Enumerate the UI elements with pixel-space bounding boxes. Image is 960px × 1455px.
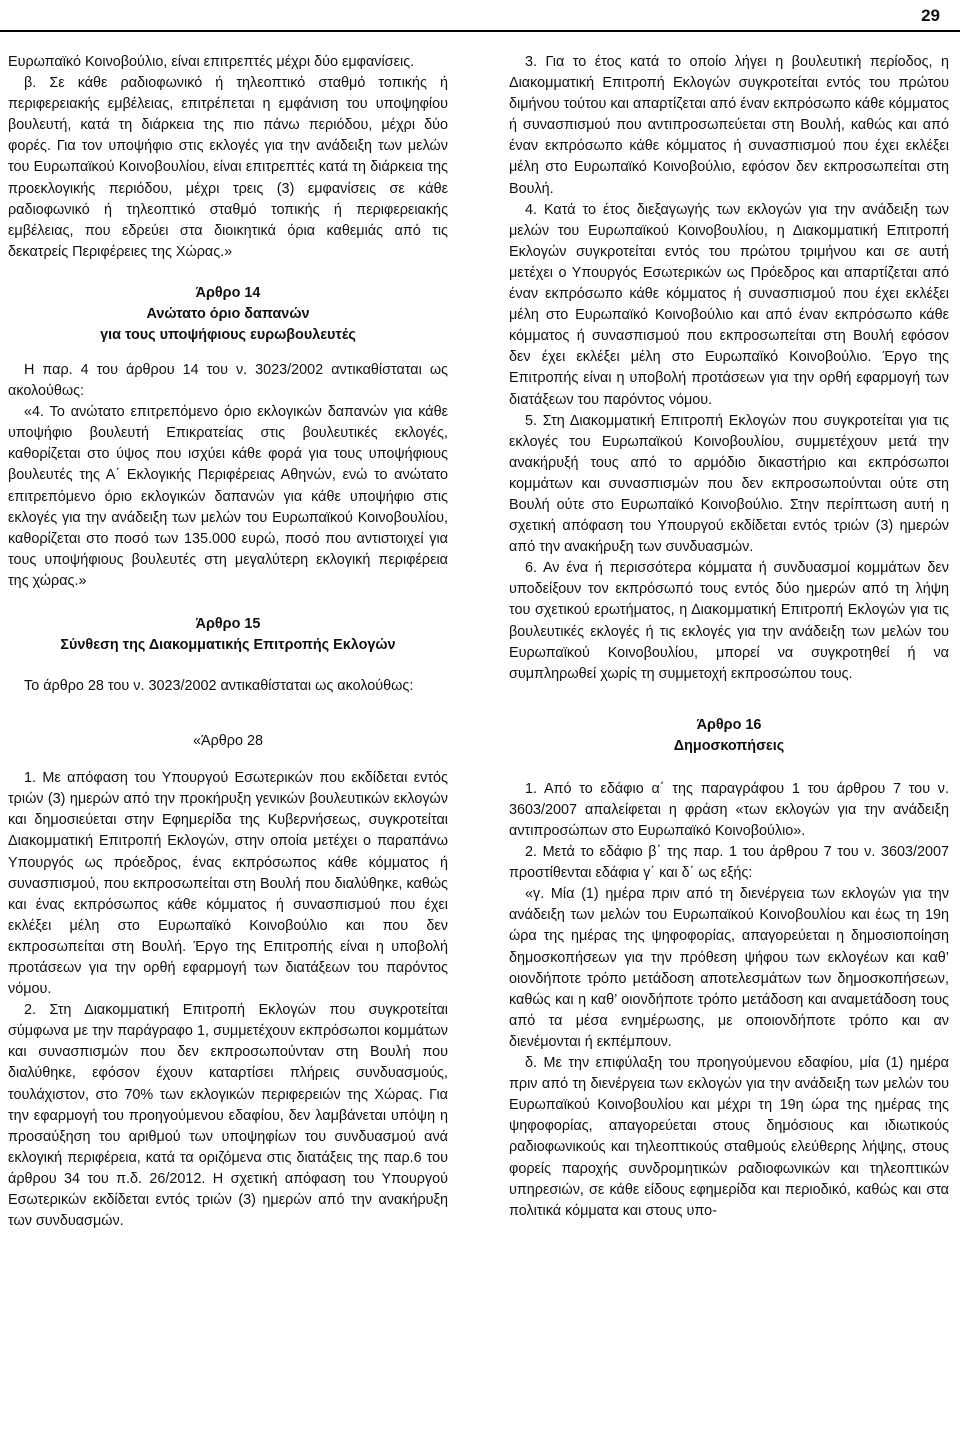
paragraph: β. Σε κάθε ραδιοφωνικό ή τηλεοπτικό σταθμό τοπικής ή περιφερειακής εμβέλειας, επιτρέπεται η εμφάνιση του υποψηφίου βουλευτή, κατά τη διάρκεια της πιο πάνω περιόδου, μέχρι δύο φορές. Για τον υποψήφιο στις εκλογές για την ανάδειξη των μελών του Ευρωπαϊκού Κοινοβουλίου, είναι επιτρεπτές κατά τη διάρκεια της προεκλογικής περιόδου, μέχρι τρεις (3) εμφανίσεις σε κάθε ραδιοφωνικό ή τηλεοπτικό σταθμό τοπικής ή περιφερειακής εμβέλειας, που εδρεύει στα διοικητικά όρια καθεμιάς από τις δεκατρείς Περιφέρειες της Χώρας.» xyxy=(8,75,448,260)
article-title: Ανώτατο όριο δαπανών xyxy=(146,305,310,322)
paragraph: «γ. Μία (1) ημέρα πριν από τη διενέργεια των εκλογών για την ανάδειξη των μελών του Ευρωπαϊκού Κοινοβουλίου και έως τη 19η ώρα της ημέρας της ψηφοφορίας, απαγορεύεται η δημοσιοποίηση δημοσκοπήσεων για την πρόθεση ψήφου των εκλογέων και καθ’ οιονδήποτε τρόπο μετάδοση αποτελεσμάτων των δημοσκοπήσεων, καθώς και η καθ’ οιονδήποτε τρόπο μετάδοση και αναμετάδοση τους από τα μέσα ενημέρωσης, με οποιονδήποτε τρόπο και αν διενέμονται ή εκπέμπουν. xyxy=(509,886,949,1050)
quoted-article-heading: «Άρθρο 28 xyxy=(193,733,263,750)
article-16-heading xyxy=(509,715,949,757)
paragraph: δ. Με την επιφύλαξη του προηγούμενου εδαφίου, μία (1) ημέρα πριν από τη διενέργεια των εκλογών για την ανάδειξη των μελών του Ευρωπαϊκού Κοινοβουλίου και μέχρι τη 19η ώρα της ημέρας της ψηφοφορίας, απαγορεύεται στους δημόσιους και ιδιωτικούς ραδιοφωνικούς και τηλεοπτικούς σταθμούς ελεύθερης λήψης, στους φορείς παροχής συνδρομητικών ραδιοφωνικών και τηλεοπτικών υπηρεσιών, σε κάθε είδους εφημερίδα και περιοδικό, καθώς και στα πολιτικά κόμματα και στους υπο- xyxy=(509,1055,949,1219)
paragraph: 2. Στη Διακομματική Επιτροπή Εκλογών που συγκροτείται σύμφωνα με την παράγραφο 1, συμμετέχουν εκπρόσωποι κομμάτων και συνασπισμών που δεν εκπροσωπούνταν στη Βουλή που διαλύθηκε, εφόσον έχουν καταρτίσει πλήρεις συνδυασμούς, τουλάχιστον, στο 70% των εκλογικών περιφερειών της Χώρας. Για την εφαρμογή του προηγούμενου εδαφίου, δεν λαμβάνεται υπόψη η προσαύξηση του αριθμού των υποψηφίων του συνδυασμού ανά εκλογική περιφέρεια, κατά τα οριζόμενα στις διατάξεις της παρ.6 του άρθρου 34 του π.δ. 26/2012. Η σχετική απόφαση του Υπουργού Εσωτερικών εκδίδεται εντός τριών (3) ημερών από την ανακήρυξη των συνδυασμών. xyxy=(8,1002,448,1230)
left-column xyxy=(8,52,448,1232)
article-number: Άρθρο 14 xyxy=(195,284,261,301)
paragraph: Η παρ. 4 του άρθρου 14 του ν. 3023/2002 αντικαθίσταται ως ακολούθως: xyxy=(8,361,448,400)
paragraph: 5. Στη Διακομματική Επιτροπή Εκλογών που συγκροτείται για τις εκλογές του Ευρωπαϊκού Κοινοβουλίου, συμμετέχουν μετά την ανακήρυξή τους από το αρμόδιο δικαστήριο και εκπρόσωποι κομμάτων και συνασπισμών που δεν εκπροσωπούνται ούτε στη Βουλή ούτε στο Ευρωπαϊκό Κοινοβούλιο. Στην περίπτωση αυτή η σχετική απόφαση του Υπουργού εκδίδεται εντός τριών (3) ημερών από την ανακήρυξη των συνδυασμών. xyxy=(509,412,949,556)
article-title: Σύνθεση της Διακομματικής Επιτροπής Εκλογών xyxy=(60,636,396,653)
article-number: Άρθρο 16 xyxy=(696,716,762,733)
paragraph: 1. Από το εδάφιο α΄ της παραγράφου 1 του άρθρου 7 του ν. 3603/2007 απαλείφεται η φράση «των εκλογών για την ανάδειξη αντιπροσώπων στο Ευρωπαϊκό Κοινοβούλιο». xyxy=(509,780,949,839)
paragraph: 3. Για το έτος κατά το οποίο λήγει η βουλευτική περίοδος, η Διακομματική Επιτροπή Εκλογών συγκροτείται εντός του πρώτου διμήνου τούτου και απαρτίζεται από έναν εκπρόσωπο κάθε κόμματος ή συνασπισμού που αντιπροσωπεύεται στη Βουλή, καθώς και από έναν εκπρόσωπο κάθε κόμματος ή συνασπισμού που έχει εκλέξει μέλη στο Ευρωπαϊκό Κοινοβούλιο, εφόσον δεν εκπροσωπείται στη Βουλή. xyxy=(509,54,949,197)
paragraph: Ευρωπαϊκό Κοινοβούλιο, είναι επιτρεπτές μέχρι δύο εμφανίσεις. xyxy=(8,54,415,70)
paragraph: 1. Με απόφαση του Υπουργού Εσωτερικών που εκδίδεται εντός τριών (3) ημερών από την προκήρυξη γενικών βουλευτικών εκλογών και δημοσιεύεται στην Εφημερίδα της Κυβερνήσεως, συγκροτείται Διακομματική Επιτροπή Εκλογών, στην οποία μετέχει ο παραπάνω Υπουργός ως πρόεδρος, ένας εκπρόσωπος κάθε κόμματος ή συνασπισμού, που εκπροσωπείται στη Βουλή που διαλύθηκε, καθώς και ένας εκπρόσωπος κάθε κόμματος ή συνασπισμού που έχει εκλέξει μέλη στο Ευρωπαϊκό Κοινοβούλιο και που δεν εκπροσωπείται στη Βουλή. Έργο της Επιτροπής είναι η υποβολή προτάσεων για την ορθή εφαρμογή των διατάξεων του παρόντος νόμου. xyxy=(8,770,448,998)
paragraph: 2. Μετά το εδάφιο β΄ της παρ. 1 του άρθρου 7 του ν. 3603/2007 προστίθενται εδάφια γ΄ και δ΄ ως εξής: xyxy=(509,844,949,882)
paragraph: «4. Το ανώτατο επιτρεπόμενο όριο εκλογικών δαπανών για κάθε υποψήφιο βουλευτή Επικρατείας στις βουλευτικές εκλογές, καθορίζεται στο ύψος που ισχύει κάθε φορά για τους υποψήφιους βουλευτές της Α΄ Εκλογικής Περιφέρειας Αθηνών, ενώ το ανώτατο επιτρεπόμενο όριο εκλογικών δαπανών για κάθε υποψήφιο στις εκλογές για την ανάδειξη των μελών του Ευρωπαϊκού Κοινοβουλίου, καθορίζεται στο ποσό των 135.000 ευρώ, ποσό που αντιστοιχεί για τους υποψήφιους βουλευτές στη μεγαλύτερη εκλογική περιφέρεια της χώρας.» xyxy=(8,404,448,589)
paragraph: Το άρθρο 28 του ν. 3023/2002 αντικαθίσταται ως ακολούθως: xyxy=(24,677,414,694)
right-column xyxy=(509,52,949,1222)
article-15-heading xyxy=(8,614,448,656)
paragraph: 6. Αν ένα ή περισσότερα κόμματα ή συνδυασμοί κομμάτων δεν υποδείξουν τον εκπρόσωπό τους εντός δύο ημερών από τη λήψη του σχετικού ερωτήματος, η Διακομματική Επιτροπή Εκλογών για τις βουλευτικές εκλογές ή τις εκλογές για την ανάδειξη των μελών του Ευρωπαϊκού Κοινοβουλίου, μπορεί να συγκροτηθεί ή να συμπληρωθεί χωρίς τη συμμετοχή εκπροσώπου τους. xyxy=(509,560,949,682)
article-14-heading xyxy=(8,283,448,346)
header-rule xyxy=(0,30,960,32)
page-number: 29 xyxy=(921,6,940,25)
paragraph: 4. Κατά το έτος διεξαγωγής των εκλογών για την ανάδειξη των μελών του Ευρωπαϊκού Κοινοβουλίου, η Διακομματική Επιτροπή Εκλογών συγκροτείται εντός του πρώτου τριμήνου και σε αυτή μετέχει ο Υπουργός Εσωτερικών ως Πρόεδρος και απαρτίζεται από έναν εκπρόσωπο κάθε κόμματος ή συνασπισμού που έχει εκλέξει μέλη στο Ευρωπαϊκό Κοινοβούλιο και από έναν εκπρόσωπο κάθε κόμματος ή συνασπισμού που εκπροσωπείται στη Βουλή εφόσον δεν έχει εκλέξει μέλη στο Ευρωπαϊκό Κοινοβούλιο. Έργο της Επιτροπής είναι η υποβολή προτάσεων για την ορθή εφαρμογή των διατάξεων του παρόντος νόμου. xyxy=(509,201,949,408)
article-number: Άρθρο 15 xyxy=(195,615,261,632)
article-title: Δημοσκοπήσεις xyxy=(673,737,785,754)
article-title: για τους υποψήφιους ευρωβουλευτές xyxy=(100,326,356,343)
